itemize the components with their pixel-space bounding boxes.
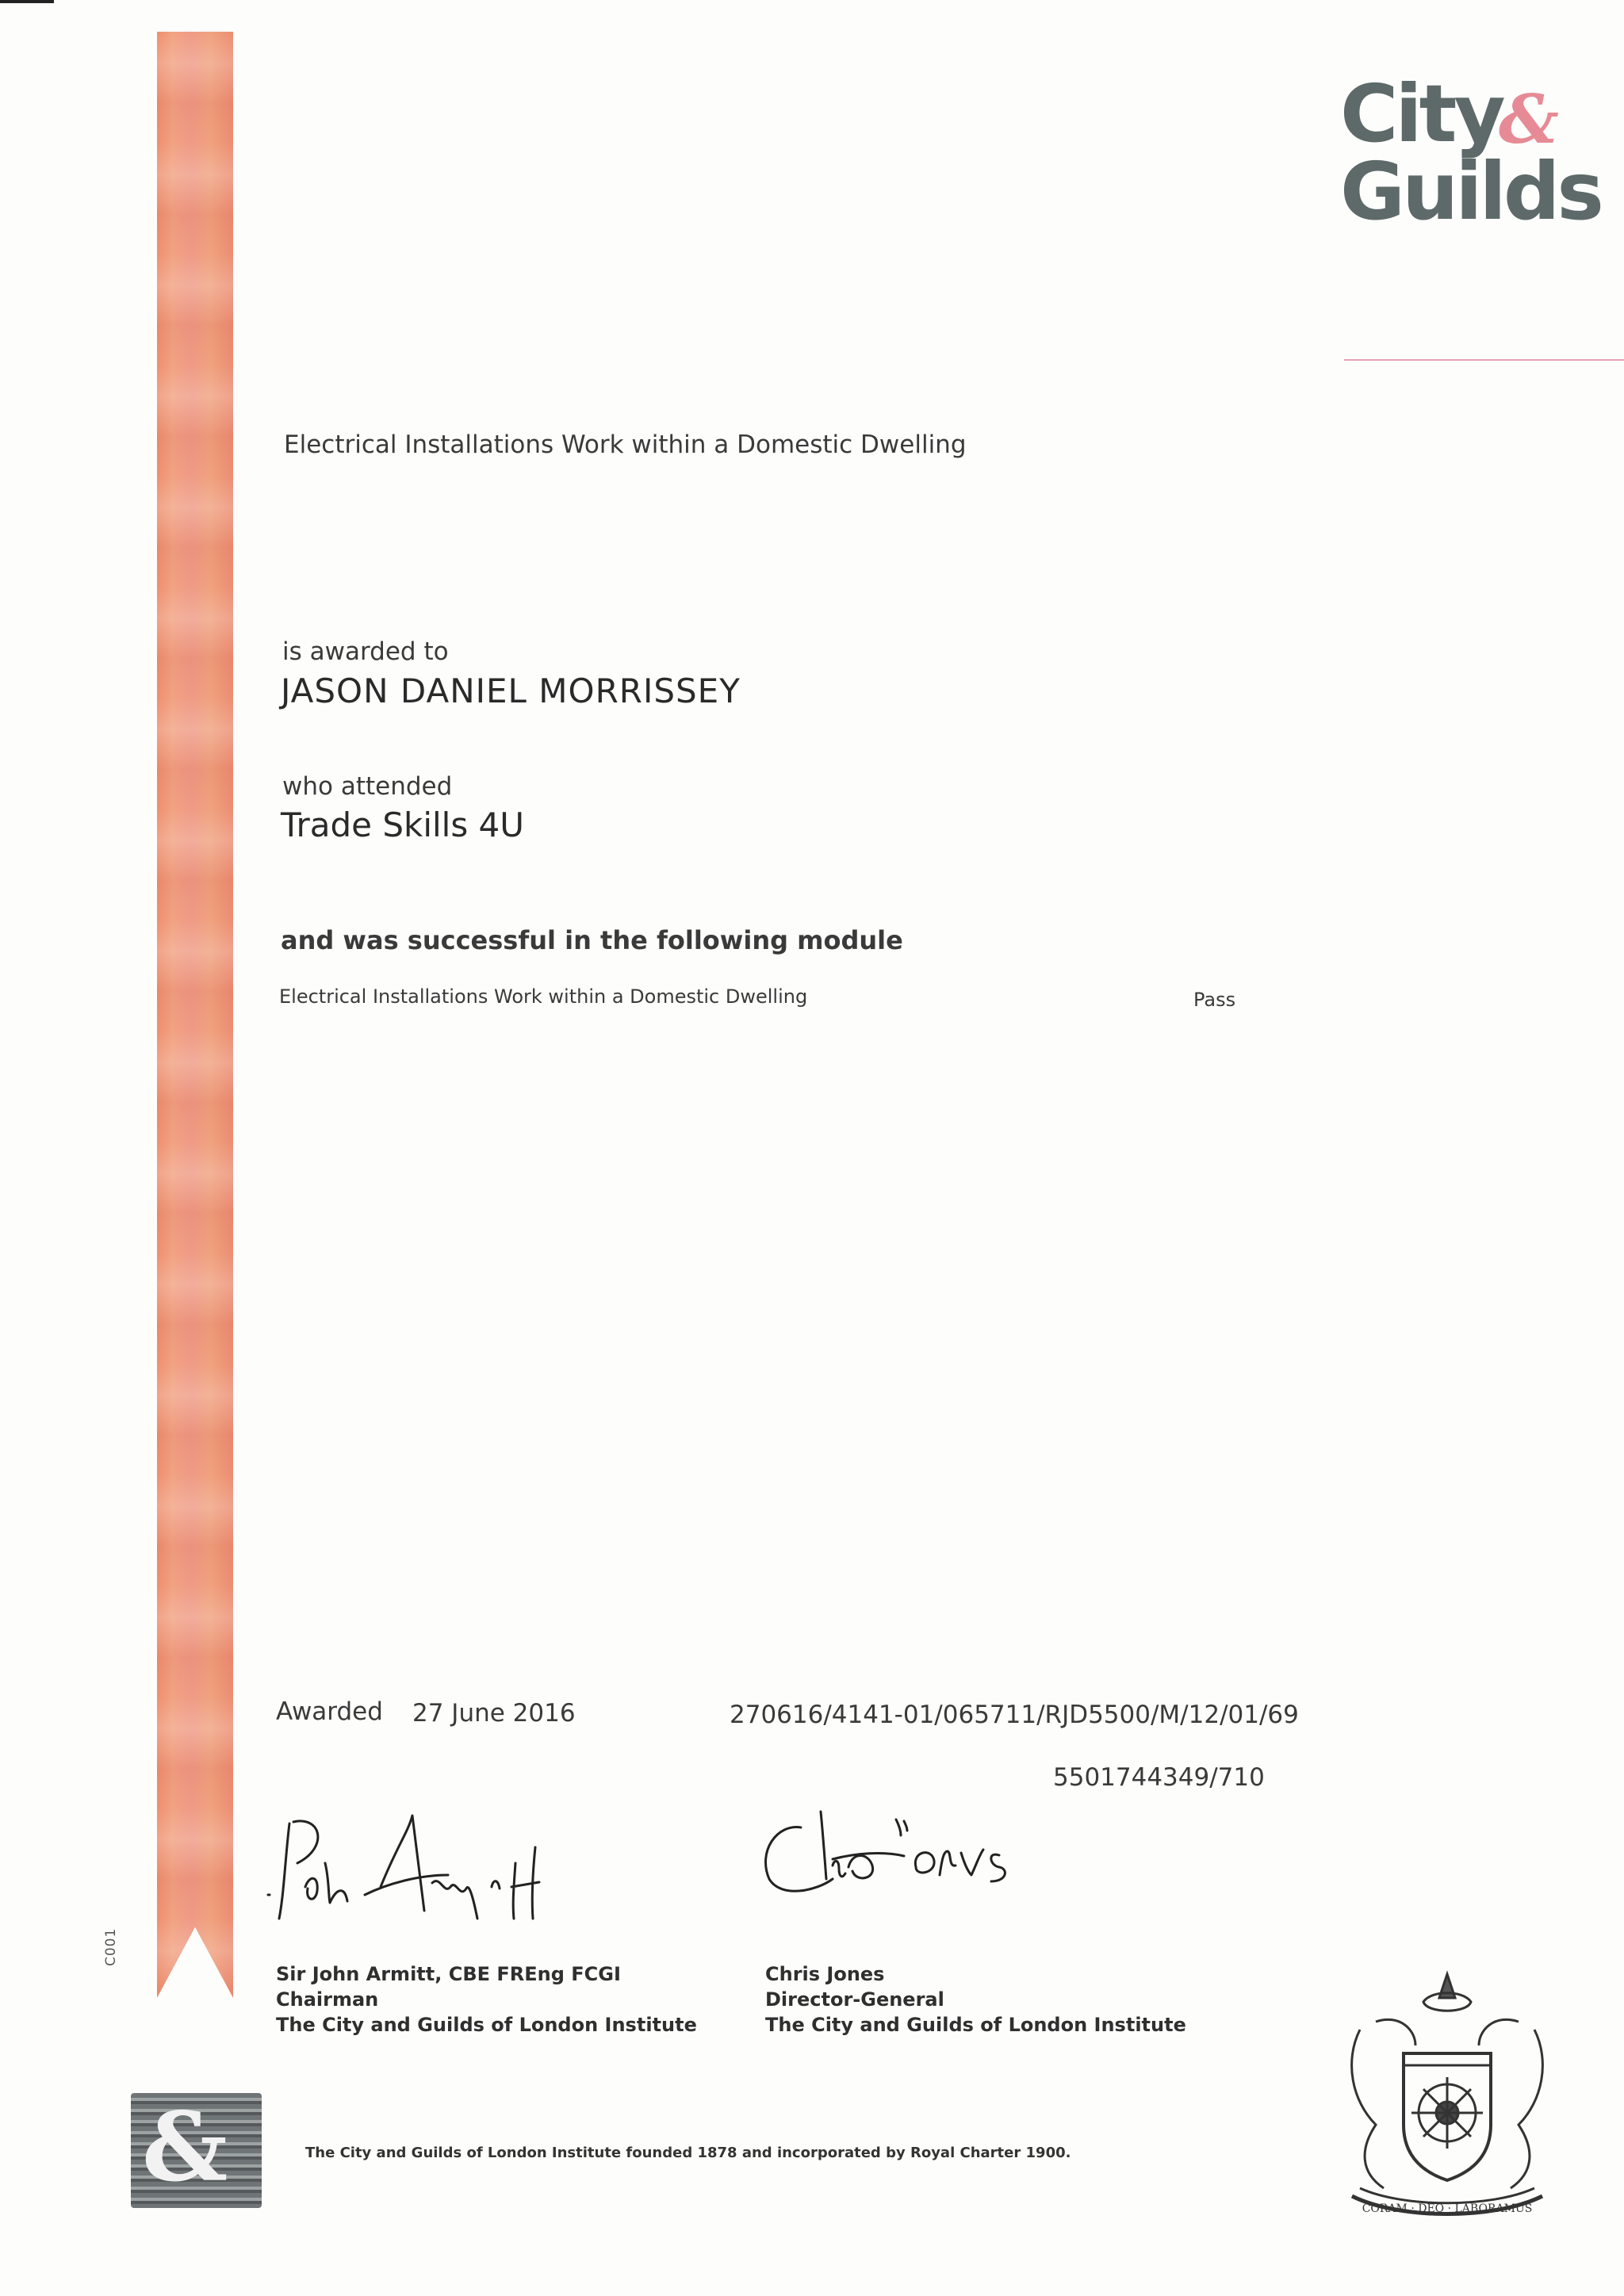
qualification-title: Electrical Installations Work within a Domestic Dwelling [284, 430, 967, 459]
scan-corner-mark [0, 0, 54, 3]
city-and-guilds-logo [1340, 67, 1601, 250]
footer-statement: The City and Guilds of London Institute founded 1878 and incorporated by Royal Charter 1900. [305, 2145, 1071, 2161]
coat-of-arms-crest-icon [1328, 1966, 1566, 2228]
module-result: Pass [1193, 989, 1236, 1011]
decorative-ribbon [157, 32, 233, 1998]
success-label: and was successful in the following module [281, 925, 903, 955]
hologram-ampersand-icon: & [142, 2091, 228, 2203]
awarded-to-label: is awarded to [282, 637, 449, 666]
module-name: Electrical Installations Work within a Domestic Dwelling [279, 985, 808, 1008]
chairman-block [276, 1961, 697, 2038]
chairman-role: Chairman [276, 1988, 379, 2011]
centre-name: Trade Skills 4U [281, 806, 525, 844]
header-divider [1344, 359, 1624, 361]
director-general-block [765, 1961, 1186, 2038]
logo-word-city: City [1340, 67, 1503, 160]
director-general-role: Director-General [765, 1988, 944, 2011]
awarded-label: Awarded [276, 1697, 383, 1726]
reference-code: 270616/4141-01/065711/RJD5500/M/12/01/69 [730, 1701, 1299, 1729]
candidate-name: JASON DANIEL MORRISSEY [281, 672, 741, 710]
director-general-signature [753, 1804, 1063, 1915]
director-general-organisation: The City and Guilds of London Institute [765, 2014, 1186, 2036]
chairman-organisation: The City and Guilds of London Institute [276, 2014, 697, 2036]
attended-label: who attended [282, 772, 453, 801]
awarded-date: 27 June 2016 [412, 1699, 576, 1728]
crest-motto: CORAM · DEO · LABORAMUS [1362, 2202, 1533, 2215]
chairman-signature [262, 1800, 587, 1942]
ribbon-code: C001 [103, 1927, 119, 1966]
hologram-logo-icon [131, 2093, 262, 2208]
chairman-name: Sir John Armitt, CBE FREng FCGI [276, 1963, 621, 1985]
reference-number: 5501744349/710 [1053, 1763, 1265, 1792]
logo-ampersand-icon: & [1499, 80, 1559, 159]
director-general-name: Chris Jones [765, 1963, 885, 1985]
logo-word-guilds: Guilds [1340, 145, 1601, 238]
